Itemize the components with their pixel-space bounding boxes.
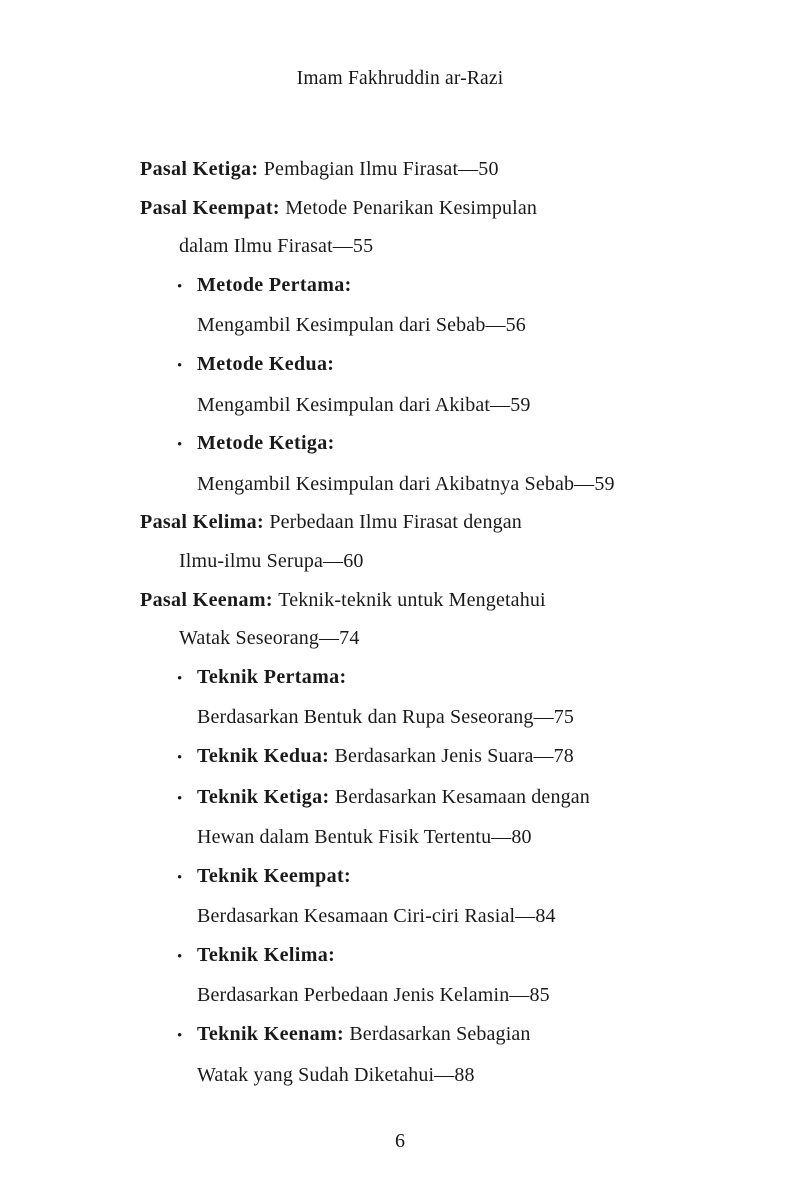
toc-entry-text: Ilmu-ilmu Serupa—60 (179, 549, 364, 572)
toc-entry-text: Mengambil Kesimpulan dari Akibat—59 (197, 393, 531, 416)
toc-entry-text: Teknik-teknik untuk Mengetahui (278, 588, 546, 611)
toc-entry-label: Teknik Kedua: (197, 744, 335, 767)
toc-line (140, 658, 700, 699)
toc-entry-text: Berdasarkan Kesamaan Ciri-ciri Rasial—84 (197, 905, 556, 928)
toc-entry-text: Metode Penarikan Kesimpulan (285, 196, 537, 219)
toc-line (140, 424, 700, 465)
toc-entry-text: Perbedaan Ilmu Firasat dengan (269, 511, 522, 534)
toc-line (140, 857, 700, 898)
toc-entry-text: Berdasarkan Sebagian (349, 1023, 531, 1046)
toc-entry-label: Teknik Pertama: (197, 665, 347, 688)
toc-entry-label: Teknik Kelima: (197, 943, 336, 966)
toc-line (140, 936, 700, 977)
toc-entry-text: Berdasarkan Bentuk dan Rupa Seseorang—75 (197, 706, 575, 729)
toc-line (140, 345, 700, 386)
running-header: Imam Fakhruddin ar-Razi (296, 68, 504, 89)
toc-entry-label: Metode Ketiga: (197, 432, 335, 455)
bullet-icon: • (177, 1028, 183, 1045)
toc-line (140, 581, 700, 620)
toc-line (140, 698, 700, 737)
toc-entry-text: Mengambil Kesimpulan dari Akibatnya Sebab—59 (197, 472, 615, 495)
table-of-contents (140, 150, 700, 1094)
bullet-icon: • (177, 278, 183, 295)
bullet-icon: • (177, 790, 183, 807)
toc-line (140, 976, 700, 1015)
toc-line (140, 150, 700, 189)
toc-entry-label: Metode Pertama: (197, 273, 352, 296)
toc-entry-text: Watak Seseorang—74 (179, 627, 360, 650)
bullet-icon: • (177, 749, 183, 766)
toc-line (140, 1056, 700, 1095)
toc-entry-label: Pasal Kelima: (140, 511, 270, 534)
toc-entry-text: Berdasarkan Kesamaan dengan (334, 785, 590, 808)
toc-line (140, 619, 700, 658)
toc-line (140, 897, 700, 936)
toc-line (140, 818, 700, 857)
toc-entry-text: Berdasarkan Perbedaan Jenis Kelamin—85 (197, 984, 550, 1007)
toc-line (140, 737, 700, 778)
toc-entry-text: dalam Ilmu Firasat—55 (179, 235, 374, 258)
toc-entry-label: Pasal Keenam: (140, 588, 279, 611)
toc-entry-label: Pasal Keempat: (140, 196, 286, 219)
page-number: 6 (395, 1130, 405, 1152)
toc-line (140, 778, 700, 819)
toc-line (140, 503, 700, 542)
toc-entry-label: Teknik Keempat: (197, 864, 351, 887)
toc-entry-label: Metode Kedua: (197, 352, 335, 375)
toc-line (140, 386, 700, 425)
toc-entry-text: Mengambil Kesimpulan dari Sebab—56 (197, 314, 526, 337)
bullet-icon: • (177, 869, 183, 886)
bullet-icon: • (177, 437, 183, 454)
toc-entry-label: Teknik Ketiga: (197, 785, 335, 808)
toc-line (140, 189, 700, 228)
toc-entry-text: Berdasarkan Jenis Suara—78 (334, 744, 574, 767)
toc-line (140, 306, 700, 345)
toc-entry-text: Watak yang Sudah Diketahui—88 (197, 1063, 475, 1086)
toc-entry-label: Teknik Keenam: (197, 1023, 350, 1046)
toc-entry-text: Pembagian Ilmu Firasat—50 (263, 158, 499, 180)
bullet-icon: • (177, 670, 183, 687)
bullet-icon: • (177, 357, 183, 374)
toc-line (140, 465, 700, 504)
toc-line (140, 1015, 700, 1056)
toc-entry-label: Pasal Ketiga: (140, 158, 264, 180)
toc-line (140, 542, 700, 581)
toc-line (140, 227, 700, 266)
bullet-icon: • (177, 948, 183, 965)
toc-entry-text: Hewan dalam Bentuk Fisik Tertentu—80 (197, 826, 532, 849)
toc-line (140, 266, 700, 307)
